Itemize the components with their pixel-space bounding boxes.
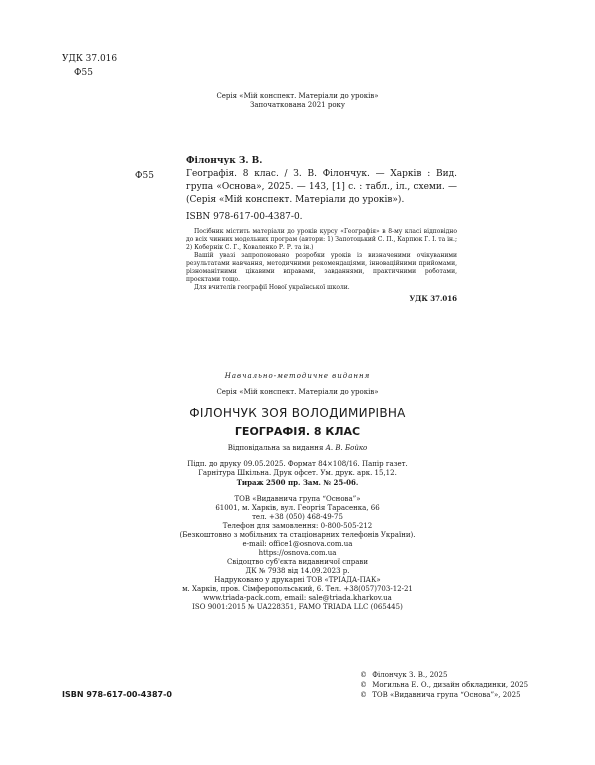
copyright-text: Філончук З. В., 2025 — [372, 671, 448, 679]
book-title: ГЕОГРАФІЯ. 8 КЛАС — [234, 425, 361, 438]
print-spec-line: Підп. до друку 09.05.2025. Формат 84×108/16. Папір газет. — [187, 460, 408, 468]
copyright-line — [360, 690, 528, 700]
publisher-line: 61001, м. Харків, вул. Георгія Тарасенка, 66 — [215, 504, 380, 512]
publisher-line: https://osnova.com.ua — [258, 549, 337, 557]
series-line: Серія «Мій конспект. Матеріали до уроків» — [216, 388, 379, 396]
responsible-label: Відповідальна за видання — [227, 444, 324, 452]
series-founded: Започаткована 2021 року — [249, 101, 346, 109]
publisher-line: (Безкоштовно з мобільних та стаціонарних телефонів України). — [179, 531, 416, 539]
abstract-paragraph: Для вчителів географії Нової української школи. — [194, 284, 350, 291]
copyright-text: ТОВ «Видавнича група “Основа”», 2025 — [372, 691, 521, 699]
bib-abstract — [186, 228, 457, 292]
edition-type: Навчально-методичне видання — [224, 372, 371, 380]
udc-block — [62, 52, 117, 80]
copyright-symbol: © — [360, 671, 367, 679]
printer-line: www.triada-pack.com, email: sale@triada.kharkov.ua — [203, 594, 392, 602]
series-header — [0, 92, 595, 110]
author-mark: Ф55 — [74, 68, 93, 78]
printer-line: м. Харків, пров. Сімферопольський, 6. Тел. +38(057)703-12-21 — [182, 585, 413, 593]
author-full-name: ФІЛОНЧУК ЗОЯ ВОЛОДИМИРІВНА — [189, 406, 406, 420]
bib-author: Філончук З. В. — [186, 156, 263, 166]
bib-author-mark: Ф55 — [135, 171, 154, 181]
print-spec-line: Гарнітура Шкільна. Друк офсет. Ум. друк. арк. 15,12. — [198, 469, 397, 477]
bib-entry: Географія. 8 клас. / З. В. Філончук. — Харків : Вид. група «Основа», 2025. — 143, [1] с. : табл., іл., схеми. — (Серія «Мій конспект. Матеріали до уроків»). — [186, 169, 457, 205]
abstract-paragraph: Вашій увазі запропоновано розробки уроків із визначеними очікуваними результатами навчання, методичними рекомендаціями, інноваційними прийомами, різноманітними цікавими вправами, завданнями, практичними роботами, проєктами тощо. — [186, 252, 457, 283]
publisher-line: ТОВ «Видавнича група “Основа”» — [234, 495, 361, 503]
responsible-name: А. В. Бойко — [325, 444, 368, 452]
publisher-line: Телефон для замовлення: 0-800-505-212 — [222, 522, 373, 530]
bib-udc: УДК 37.016 — [409, 294, 457, 303]
bib-isbn: ISBN 978-617-00-4387-0. — [186, 212, 303, 222]
publisher-line: тел. +38 (050) 468-49-75 — [252, 513, 343, 521]
copyright-symbol: © — [360, 681, 367, 689]
udc-code: УДК 37.016 — [62, 54, 118, 64]
publisher-line: Свідоцтво суб'єкта видавничої справи — [226, 558, 369, 566]
print-spec-line: Тираж 2500 пр. Зам. № 25-06. — [236, 478, 359, 487]
imprint — [0, 460, 595, 612]
responsible-editor — [0, 444, 595, 453]
copyright-line — [360, 670, 528, 680]
isbn-bottom: ISBN 978-617-00-4387-0 — [62, 690, 172, 699]
copyright-symbol: © — [360, 691, 367, 699]
bibliographic-record — [135, 155, 457, 303]
copyright-line — [360, 680, 528, 690]
publisher-line: e-mail: office1@osnova.com.ua — [242, 540, 353, 548]
abstract-paragraph: Посібник містить матеріали до уроків курсу «Географія» в 8-му класі відповідно до всіх чинних модельних програм (автори: 1) Запотоцький С. П., Карпюк Г. І. та ін.; 2) Кобернік С. Г., Коваленко Р. Р. та ін.) — [186, 228, 457, 251]
series-name: Серія «Мій конспект. Матеріали до уроків» — [216, 92, 379, 100]
copyright-text: Могильна Е. О., дизайн обкладинки, 2025 — [372, 681, 529, 689]
printer-line: ISO 9001:2015 № UA228351, FAMO TRIADA LLC (065445) — [192, 603, 403, 611]
printer-line: Надруковано у друкарні ТОВ «ТРІАДА-ПАК» — [214, 576, 381, 584]
copyright-block — [360, 670, 528, 700]
publisher-line: ДК № 7938 від 14.09.2023 р. — [245, 567, 350, 575]
